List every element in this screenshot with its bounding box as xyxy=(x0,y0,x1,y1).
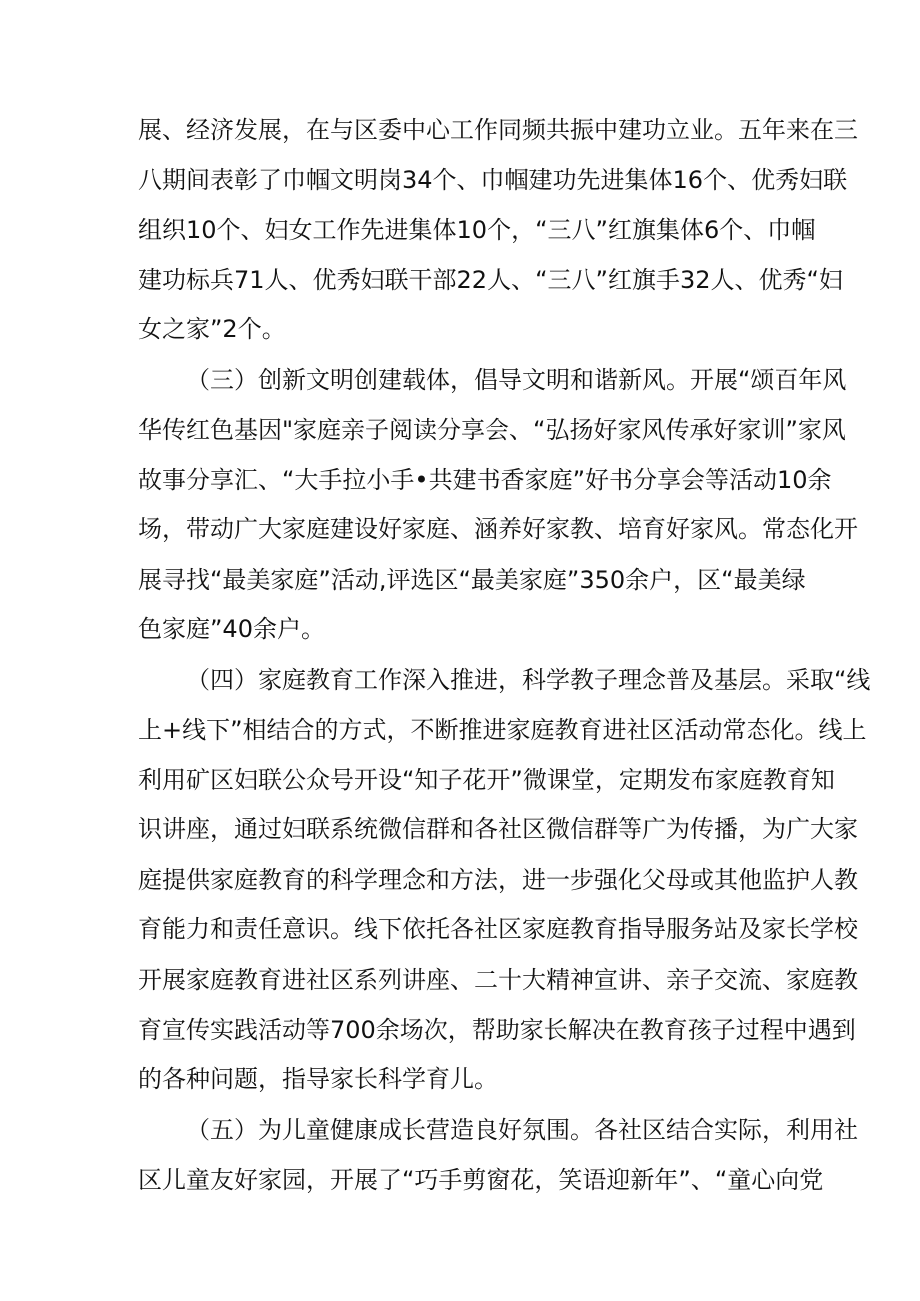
text-line: 区儿童友好家园，开展了“巧手剪窗花，笑语迎新年”、“童心向党 xyxy=(138,1166,824,1194)
text-line: 育宣传实践活动等700余场次，帮助家长解决在教育孩子过程中遇到 xyxy=(138,1016,856,1044)
text-line: 庭提供家庭教育的科学理念和方法，进一步强化父母或其他监护人教 xyxy=(138,866,858,894)
text-line: 利用矿区妇联公众号开设“知子花开”微课堂，定期发布家庭教育知 xyxy=(138,766,835,794)
text-line: 华传红色基因"家庭亲子阅读分享会、“弘扬好家风传承好家训”家风 xyxy=(138,416,846,444)
text-line: 组织10个、妇女工作先进集体10个，“三八”红旗集体6个、巾帼 xyxy=(138,216,816,244)
text-line: 场，带动广大家庭建设好家庭、涵养好家教、培育好家风。常态化开 xyxy=(138,515,858,543)
text-line: 上+线下”相结合的方式，不断推进家庭教育进社区活动常态化。线上 xyxy=(138,716,867,744)
text-line: 育能力和责任意识。线下依托各社区家庭教育指导服务站及家长学校 xyxy=(138,915,858,943)
text-line: 建功标兵71人、优秀妇联干部22人、“三八”红旗手32人、优秀“妇 xyxy=(138,266,843,294)
text-line: 女之家”2个。 xyxy=(138,315,286,343)
paragraph-start-line: （三）创新文明创建载体，倡导文明和谐新风。开展“颂百年风 xyxy=(186,366,847,394)
text-line: 开展家庭教育进社区系列讲座、二十大精神宣讲、亲子交流、家庭教 xyxy=(138,966,858,994)
text-line: 的各种问题，指导家长科学育儿。 xyxy=(138,1065,498,1093)
paragraph-start-line: （四）家庭教育工作深入推进，科学教子理念普及基层。采取“线 xyxy=(186,666,871,694)
text-line: 八期间表彰了巾帼文明岗34个、巾帼建功先进集体16个、优秀妇联 xyxy=(138,166,848,194)
text-line: 展寻找“最美家庭”活动,评选区“最美家庭”350余户，区“最美绿 xyxy=(138,566,806,594)
text-line: 色家庭”40余户。 xyxy=(138,615,325,643)
paragraph-start-line: （五）为儿童健康成长营造良好氛围。各社区结合实际，利用社 xyxy=(186,1116,858,1144)
text-line: 识讲座，通过妇联系统微信群和各社区微信群等广为传播，为广大家 xyxy=(138,815,858,843)
text-line: 展、经济发展，在与区委中心工作同频共振中建功立业。五年来在三 xyxy=(138,116,858,144)
text-line: 故事分享汇、“大手拉小手•共建书香家庭”好书分享会等活动10余 xyxy=(138,466,832,494)
